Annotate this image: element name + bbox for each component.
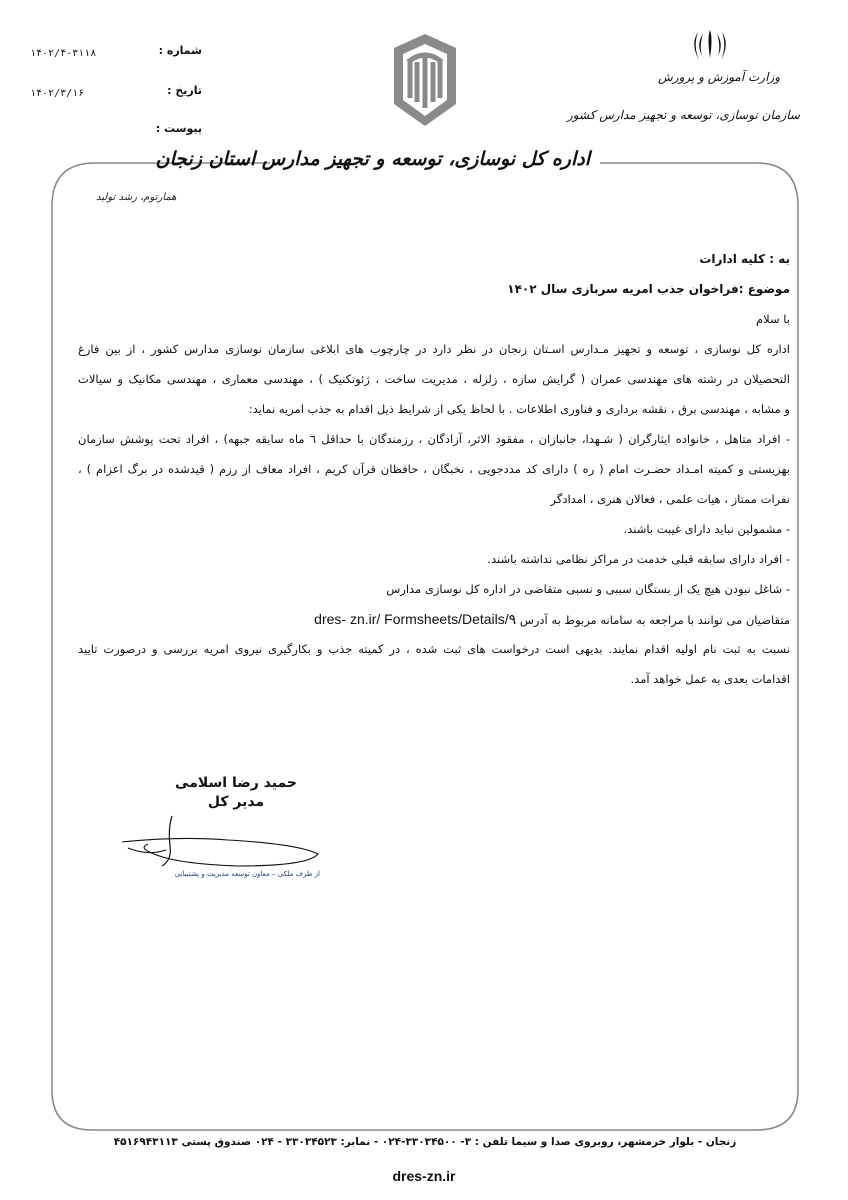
ministry-name: وزارت آموزش و پرورش: [658, 70, 780, 84]
iran-emblem-icon: [690, 28, 730, 62]
url-line: [78, 608, 790, 638]
letter-number: [30, 44, 210, 66]
closing-line: اقدامات بعدی به عمل خواهد آمد.: [630, 672, 790, 686]
recipient: به : کلیه ادارات: [699, 252, 790, 266]
condition-line: بهزیستی و کمیته امـداد حضـرت امام ( ره ) دارای کد مددجویی ، نخبگان ، حافظان قرآن کریم ، افراد معاف از رزم ( قیدشده در برگ اعزام ) ،: [78, 462, 790, 476]
condition-line: - افراد دارای سابقه قبلی خدمت در مراکز نظامی نداشته باشند.: [487, 552, 790, 566]
paragraph-line: اداره کل نوسازی ، توسعه و تجهیز مـدارس اسـتان زنجان در نظر دارد در چارچوب های ابلاغی سازمان نوسازی مدارس کشور ، از بین فارغ: [78, 342, 790, 356]
signer-title: مدیر کل: [207, 794, 265, 810]
date-label: تاریخ :: [167, 84, 202, 97]
paragraph-line: التحصیلان در رشته های مهندسی عمران ( گرایش سازه ، زلزله ، مدیریت ساخت ، ژئوتکنیک ) ، مهندسی معماری ، مهندسی مکانیک و سیالات: [78, 372, 790, 386]
condition-line: نفرات ممتاز ، هیات علمی ، فعالان هنری ، امدادگر: [550, 492, 790, 506]
letter-body: [78, 248, 790, 698]
condition-line: - افراد متاهل ، خانواده ایثارگران ( شـهدا، جانبازان ، مفقود الاثر، آزادگان ، رزمندگان با حداقل ٦ ماه سابقه جبهه) ، افراد تحت پوشش سازمان: [78, 432, 790, 446]
office-title: اداره کل نوسازی، توسعه و تجهیز مدارس استان زنجان: [155, 148, 590, 170]
condition-line: - شاغل نبودن هیچ یک از بستگان سببی و نسبی متقاضی در اداره کل نوسازی مدارس: [386, 582, 790, 596]
condition-line: - مشمولین نباید دارای غیبت باشند.: [623, 522, 790, 536]
attachment-label: پیوست :: [155, 122, 202, 135]
footer-website[interactable]: dres-zn.ir: [392, 1168, 456, 1184]
footer-address: زنجان - بلوار خرمشهر، روبروی صدا و سیما تلفن : ۳- ۳۳۰۳۴۵۰۰-۰۲۴ - نمابر: ۳۳۰۳۴۵۲۳ - ۰۲۴ صندوق پستی ۴۵۱۶۹۴۳۱۱۳: [113, 1136, 737, 1148]
signer-name: حمید رضا اسلامی: [175, 775, 297, 791]
letter-attachment: [30, 122, 210, 144]
closing-line: نسبت به ثبت نام اولیه اقدام نمایند. بدیهی است درخواست های ثبت شده ، در کمیته جذب و بکارگیری نیروی امریه بررسی و درصورت تایید: [78, 642, 790, 656]
organization-logo: [384, 32, 466, 128]
number-label: شماره :: [158, 44, 202, 57]
subject: موضوع :فراخوان جذب امریه سربازی سال ۱۴۰۲: [507, 282, 790, 296]
letter-date: [30, 84, 210, 106]
paragraph-line: و مشابه ، مهندسی برق ، نقشه برداری و فناوری اطلاعات . با لحاظ یکی از شرایط ذیل اقدام به جذب امریه نماید:: [248, 402, 790, 416]
number-value: ۱۴۰۲/۴-۳۱۱۸: [30, 48, 97, 59]
handwritten-signature: [118, 810, 328, 876]
signature-note: از طرف ملکی – معاون توسعه مدیریت و پشتیبانی: [174, 870, 320, 878]
greeting: با سلام: [756, 312, 790, 326]
year-slogan: همارتوم، رشد تولید: [96, 192, 177, 203]
registration-url[interactable]: dres- zn.ir/ Formsheets/Details/۹: [314, 611, 517, 627]
organization-name: سازمان نوسازی، توسعه و تجهیز مدارس کشور: [567, 108, 800, 122]
date-value: ۱۴۰۲/۳/۱۶: [30, 88, 85, 99]
url-prefix: متقاضیان می توانند با مراجعه به سامانه مربوط به آدرس: [519, 613, 790, 627]
